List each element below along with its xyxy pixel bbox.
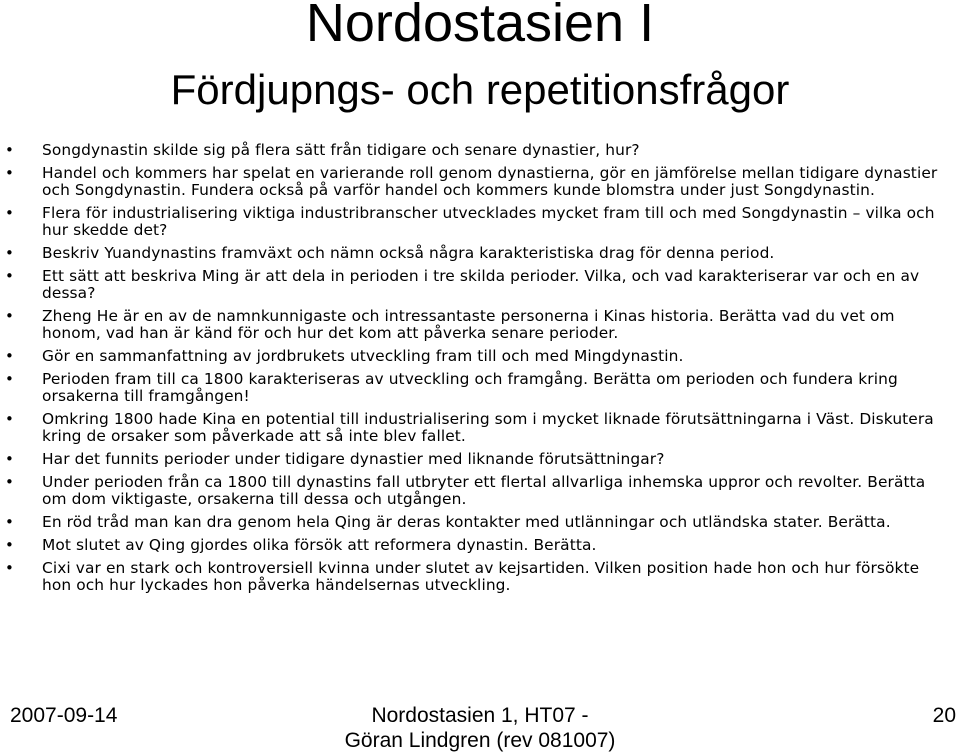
footer-author: Göran Lindgren (rev 081007) <box>344 729 616 752</box>
page-number: 20 <box>932 704 956 727</box>
bullet-marker: • <box>5 244 14 262</box>
question-text: Perioden fram till ca 1800 karakteriseras av utveckling och framgång. Berätta om perioden och fundera kring orsakerna till framgången! <box>42 370 898 405</box>
question-item <box>0 411 960 445</box>
question-text: Mot slutet av Qing gjordes olika försök att reformera dynastin. Berätta. <box>42 536 597 554</box>
question-item <box>0 560 960 594</box>
bullet-marker: • <box>5 536 14 554</box>
question-item <box>0 268 960 302</box>
question-item <box>0 205 960 239</box>
question-text: Under perioden från ca 1800 till dynastins fall utbryter ett flertal allvarliga inhemska uppror och revolter. Berätta om dom viktigaste, orsakerna till dessa och utgången. <box>42 473 926 508</box>
bullet-marker: • <box>5 513 14 531</box>
bullet-marker: • <box>5 347 14 365</box>
slide-title: Nordostasien I <box>305 0 655 53</box>
bullet-marker: • <box>5 410 14 428</box>
question-item <box>0 451 960 468</box>
footer-course: Nordostasien 1, HT07 - <box>371 704 589 727</box>
question-text: Ett sätt att beskriva Ming är att dela in perioden i tre skilda perioder. Vilka, och vad karakteriserar var och en av dessa? <box>42 267 920 302</box>
bullet-marker: • <box>5 559 14 577</box>
question-text: Omkring 1800 hade Kina en potential till industrialisering som i mycket liknade förutsättningarna i Väst. Diskutera kring de orsaker som påverkade att så inte blev fallet. <box>42 410 934 445</box>
question-text: Cixi var en stark och kontroversiell kvinna under slutet av kejsartiden. Vilken position hade hon och hur försökte hon och hur lyckades hon påverka händelsernas utveckling. <box>42 559 920 594</box>
question-text: Handel och kommers har spelat en varierande roll genom dynastierna, gör en jämförelse mellan tidigare dynastier och Songdynastin. Fundera också på varför handel och kommers kunde blomstra under just Songdynastin. <box>42 164 938 199</box>
bullet-marker: • <box>5 473 14 491</box>
question-text: En röd tråd man kan dra genom hela Qing är deras kontakter med utlänningar och utländska stater. Berätta. <box>42 513 891 531</box>
bullet-marker: • <box>5 141 14 159</box>
bullet-marker: • <box>5 164 14 182</box>
question-text: Gör en sammanfattning av jordbrukets utveckling fram till och med Mingdynastin. <box>42 347 684 365</box>
question-item <box>0 245 960 262</box>
question-item <box>0 474 960 508</box>
question-item <box>0 348 960 365</box>
question-item <box>0 142 960 159</box>
question-text: Songdynastin skilde sig på flera sätt från tidigare och senare dynastier, hur? <box>42 141 640 159</box>
footer-course-author <box>0 703 960 751</box>
question-text: Beskriv Yuandynastins framväxt och nämn också några karakteristiska drag för denna period. <box>42 244 775 262</box>
bullet-marker: • <box>5 370 14 388</box>
question-text: Zheng He är en av de namnkunnigaste och intressantaste personerna i Kinas historia. Berätta vad du vet om honom, vad han är känd för och hur det kom att påverka senare perioder. <box>42 307 895 342</box>
slide-subtitle: Fördjupngs- och repetitionsfrågor <box>170 66 790 113</box>
bullet-marker: • <box>5 204 14 222</box>
question-item <box>0 514 960 531</box>
bullet-marker: • <box>5 450 14 468</box>
question-item <box>0 537 960 554</box>
question-text: Flera för industrialisering viktiga industribranscher utvecklades mycket fram till och med Songdynastin – vilka och hur skedde det? <box>42 204 935 239</box>
question-item <box>0 308 960 342</box>
question-list <box>0 142 960 600</box>
question-text: Har det funnits perioder under tidigare dynastier med liknande förutsättningar? <box>42 450 665 468</box>
bullet-marker: • <box>5 267 14 285</box>
bullet-marker: • <box>5 307 14 325</box>
question-item <box>0 371 960 405</box>
question-item <box>0 165 960 199</box>
footer-date: 2007-09-14 <box>10 704 118 727</box>
